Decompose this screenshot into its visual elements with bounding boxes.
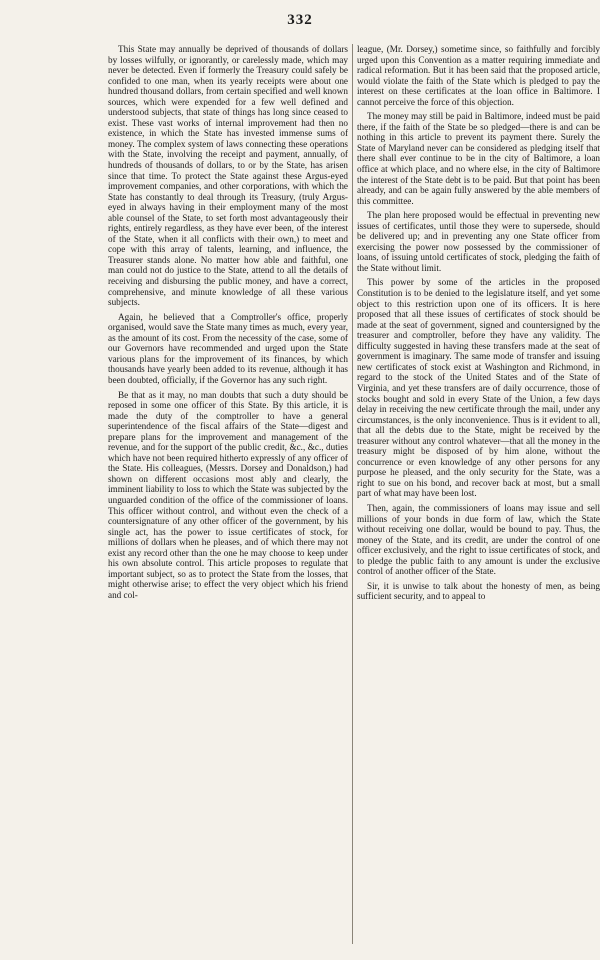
paragraph: league, (Mr. Dorsey,) sometime since, so faithfully and forcibly urged upon this Convention as a matter requiring immediate and radical reformation. But it has been said that the proposed article, would violate the faith of the State which is pledged to pay the interest on these certificates at the loan office in Baltimore. I cannot perceive the force of this objection. [357, 44, 600, 107]
right-column [357, 44, 600, 944]
paragraph: Be that as it may, no man doubts that such a duty should be reposed in some one officer of this State. By this article, it is made the duty of the comptroller to have a general superintendence of the fiscal affairs of the State—digest and prepare plans for the improvement and management of the revenue, and for the support of the public credit, &c., &c., duties which have not been required hitherto expressly of any officer of the State. His colleagues, (Messrs. Dorsey and Donaldson,) had shown on different occasions most ably and clearly, the imminent liability to loss to which the State was subjected by the unguarded condition of the office of the commissioner of loans. This officer without control, and without even the check of a countersignature of any other officer of the government, by his single act, has the power to issue certificates of stock, for millions of dollars when he pleases, and of which there may not exist any record other than the one he may choose to keep under his own absolute control. This article proposes to regulate that important subject, so as to protect the State from the losses, that might otherwise arise; to effect the very object which his friend and col- [108, 389, 348, 600]
paragraph: Sir, it is unwise to talk about the honesty of men, as being sufficient security, and to appeal to [357, 580, 600, 602]
paragraph: The money may still be paid in Baltimore, indeed must be paid there, if the faith of the State be so pledged—there is and can be nothing in this article to prevent its payment there. Surely the State of Maryland never can be considered as pledging itself that there shall ever continue to be in the city of Baltimore, a loan office at which place, and no where else, in the city of Baltimore the interest of the State debt is to be paid. But that point has been already, and can be again fully answered by the able members of this committee. [357, 111, 600, 206]
paragraph: Then, again, the commissioners of loans may issue and sell millions of your bonds in due form of law, which the State without receiving one dollar, would be bound to pay. Thus, the money of the State, and its credit, are under the control of one officer exclusively, and the right to issue certificates of stock, and to pledge the public faith to any amount is under the exclusive control of another officer of the State. [357, 502, 600, 577]
paragraph: This power by some of the articles in the proposed Constitution is to be denied to the legislature itself, and yet some object to this restriction upon one of its officers. It is here proposed that all these issues of certificates of stock should be made at the seat of government, signed and countersigned by the treasurer and comptroller, before they have any validity. The difficulty suggested in having these transfers made at the seat of government is imaginary. The same mode of transfer and issuing new certificates of stock exist at Washington and Richmond, in regard to the stock of the United States and of the State of Virginia, and yet these transfers are of daily occurrence, those of stocks bought and sold in every State of the Union, a few days delay in receiving the new certificate through the mail, under any circumstances, is the only inconvenience. Thus is it evident to all, that all the debts due to the State, might be received by the treasurer without any control whatever—that all the money in the treasury might be disposed of by him alone, without the concurrence or even knowledge of any other persons for any purpose he pleased, and the only security for the State, was a right to sue on his bond, and recover back at most, but a small part of what may have been lost. [357, 277, 600, 499]
paragraph: The plan here proposed would be effectual in preventing new issues of certificates, until those they were to supersede, should be delivered up; and in preventing any one State officer from exercising the power now possessed by the commissioner of loans, of issuing untold certificates of stock, pledging the faith of the State without limit. [357, 210, 600, 273]
paragraph: Again, he believed that a Comptroller's office, properly organised, would save the State many times as much, every year, as the amount of its cost. From the necessity of the case, some of our Governors have recommended and urged upon the State various plans for the improvement of its finances, by which thousands have yearly been added to its revenue, although it has been doubted, officially, if the Governor has any such right. [108, 311, 348, 385]
left-column [108, 44, 348, 944]
column-divider [352, 44, 353, 944]
page-number: 332 [287, 12, 313, 28]
paragraph: This State may annually be deprived of thousands of dollars by losses wilfully, or ignorantly, or carelessly made, which may never be detected. Even if formerly the Treasury could safely be confided to one man, when its yearly receipts were about one hundred thousand dollars, from certain specified and well known sources, which were expended for a few well defined and understood subjects, that state of things has long since ceased to exist. These vast works of internal improvement had then no existence, in which the State has invested immense sums of money. The complex system of laws connecting these operations with the State, involving the receipt and payment, annually, of hundreds of thousands of dollars, to or by the State, has arisen since that time. To protect the State against these Argus-eyed improvement companies, and other corporations, with which the State has constantly to deal through its Treasury, (truly Argus-eyed in always having in their employment many of the most able counsel of the State, to set forth most advantageously their rights, entirely regardless, as they have ever been, of the interest of the State, when it all conflicts with their own,) to meet and cope with this array of talents, learning, and influence, the Treasurer stands alone. No matter how able and faithful, one man could not do justice to the State, attend to all the details of receiving and disbursing the public money, and have a correct, comprehensive, and minute knowledge of all these various subjects. [108, 44, 348, 308]
